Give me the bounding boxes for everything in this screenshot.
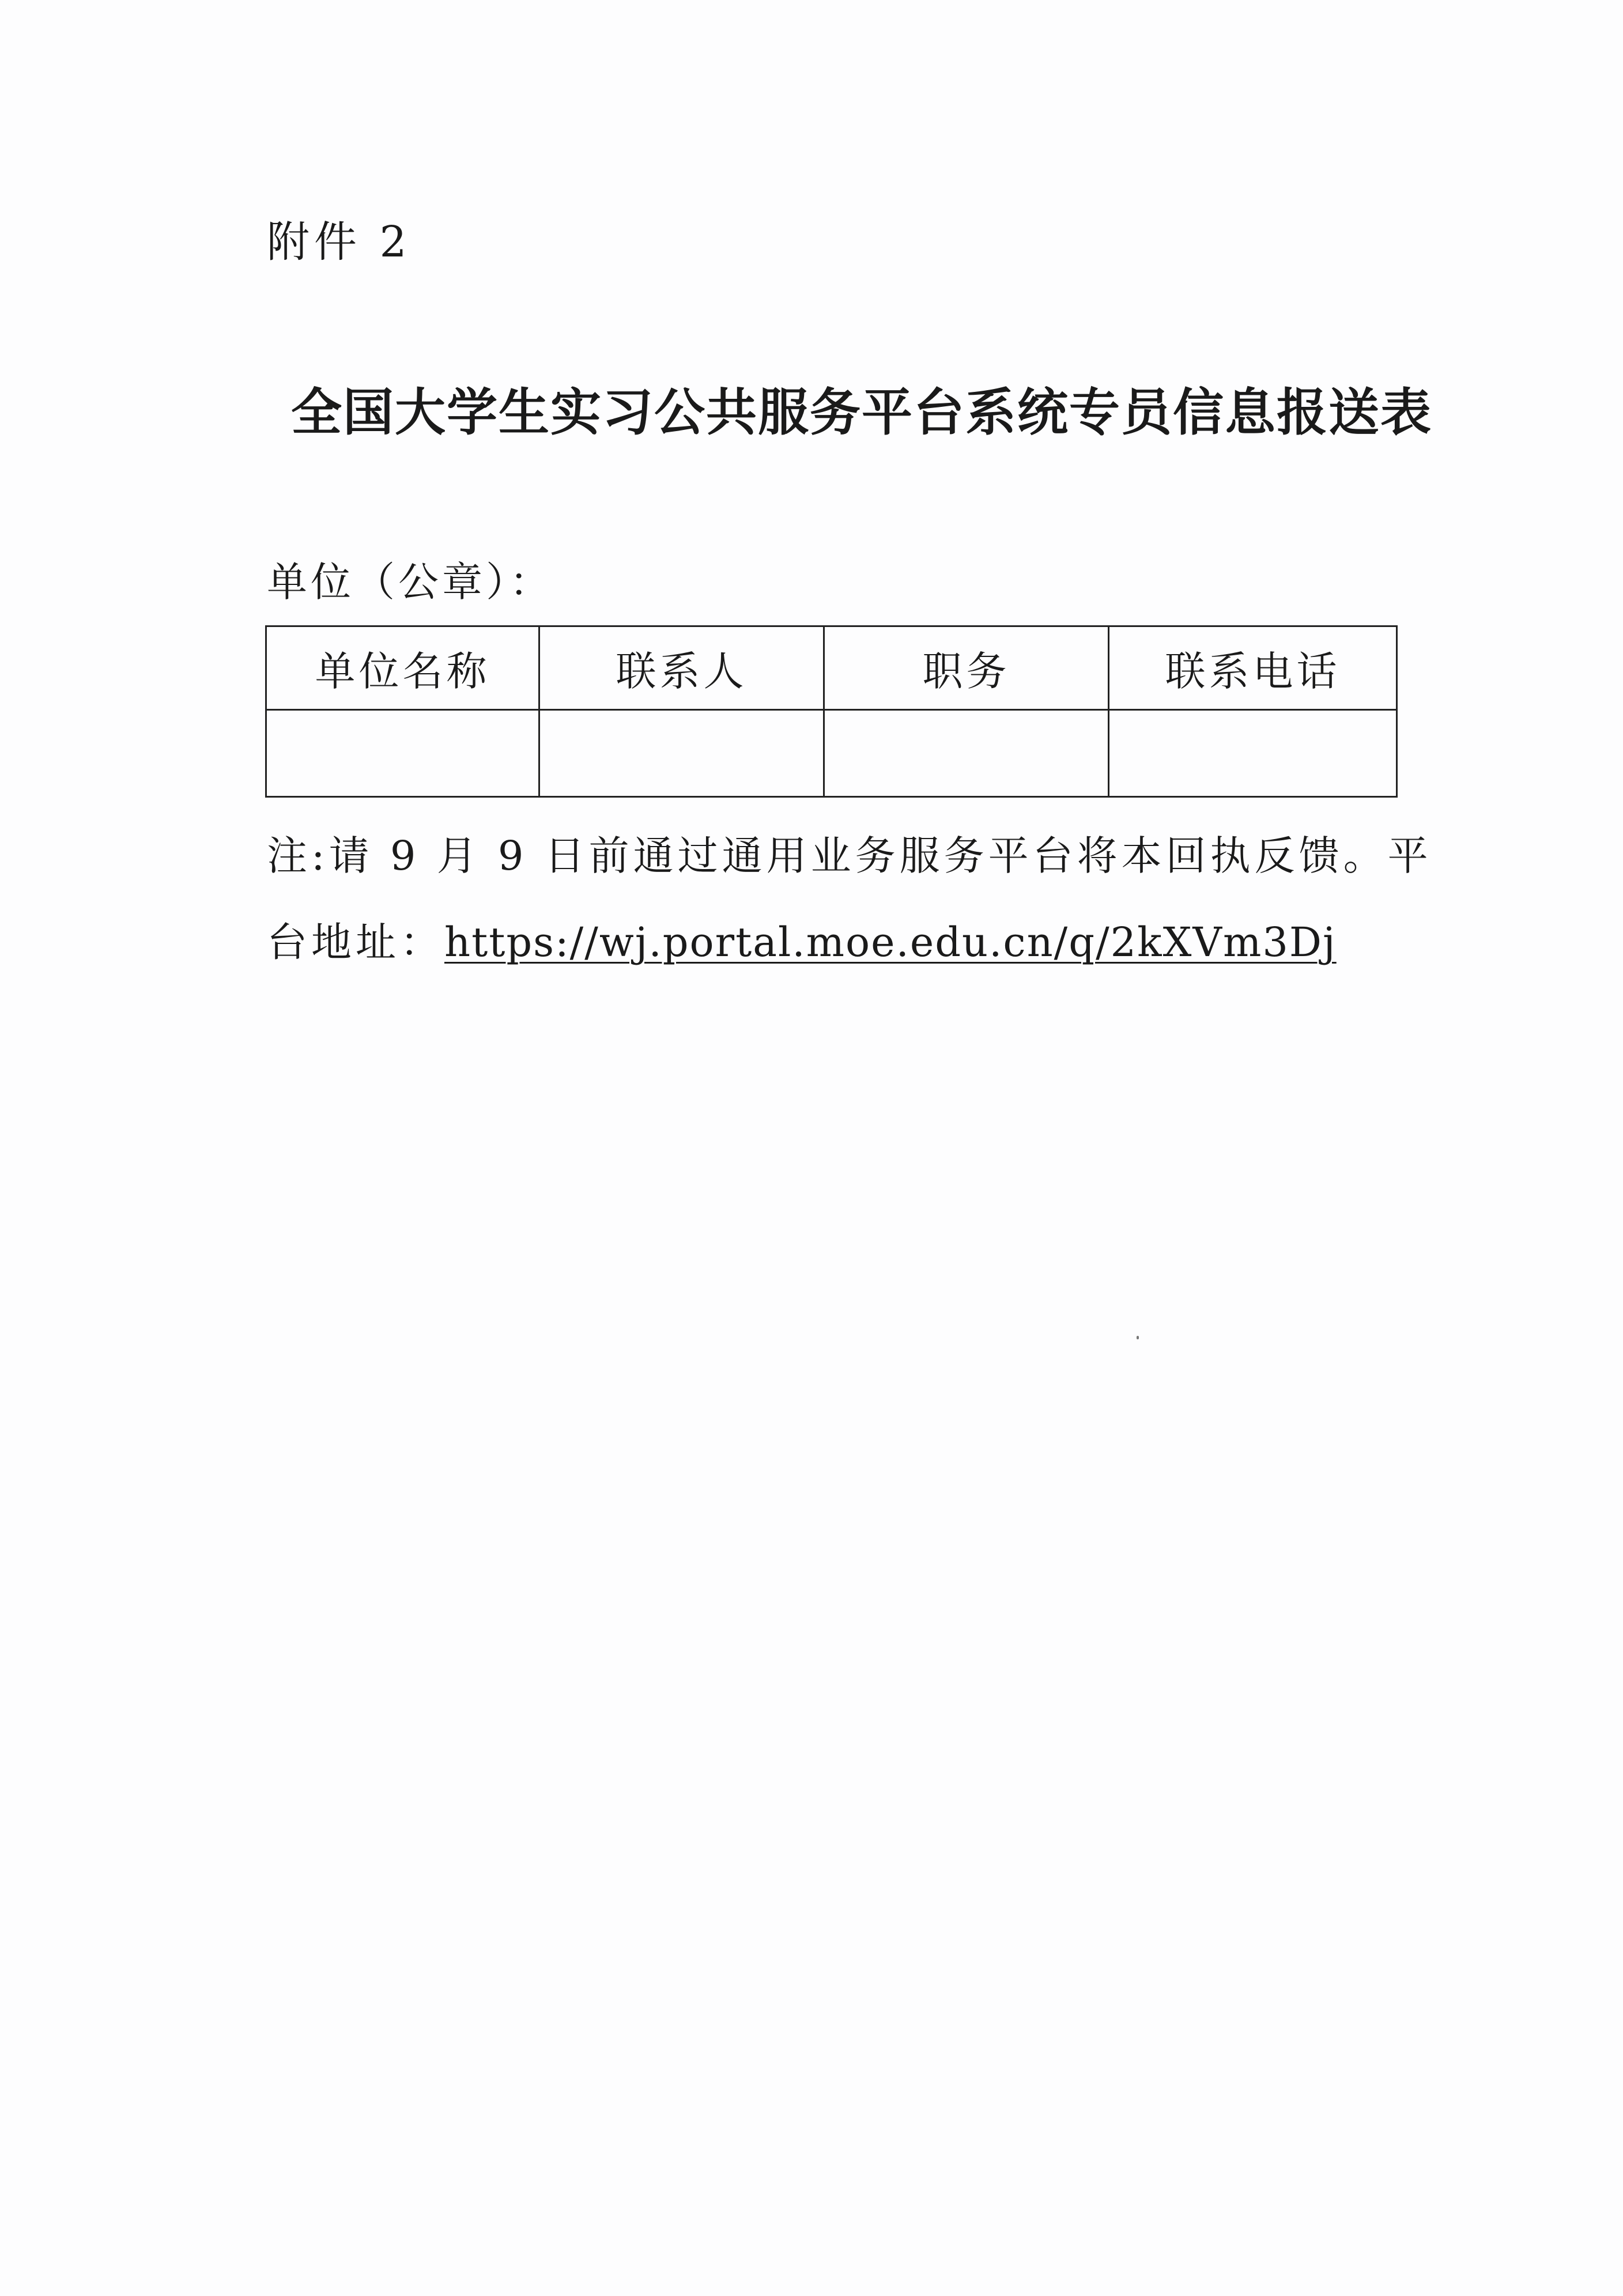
note-line-2 xyxy=(267,899,1408,985)
table-row xyxy=(266,710,1397,797)
cell-unit-name[interactable] xyxy=(266,710,539,797)
header-position: 职务 xyxy=(824,626,1109,710)
note xyxy=(267,813,1432,985)
info-table xyxy=(265,625,1398,798)
scan-speck xyxy=(1137,1336,1139,1339)
cell-contact-phone[interactable] xyxy=(1109,710,1397,797)
attachment-label: 附件 2 xyxy=(267,217,412,267)
cell-position[interactable] xyxy=(824,710,1109,797)
platform-link[interactable]: https://wj.portal.moe.edu.cn/q/2kXVm3Dj xyxy=(444,919,1337,966)
table-header-row xyxy=(266,626,1397,710)
cell-contact-person[interactable] xyxy=(539,710,824,797)
note-address-prefix: 台地址： xyxy=(267,919,444,966)
header-contact-person: 联系人 xyxy=(539,626,824,710)
document-title: 全国大学生实习公共服务平台系统专员信息报送表 xyxy=(291,382,1433,442)
header-unit-name: 单位名称 xyxy=(266,626,539,710)
unit-seal-label: 单位（公章）： xyxy=(267,558,553,606)
note-line-1: 注:请 9 月 9 日前通过通用业务服务平台将本回执反馈。平 xyxy=(267,832,1432,879)
header-contact-phone: 联系电话 xyxy=(1109,626,1397,710)
